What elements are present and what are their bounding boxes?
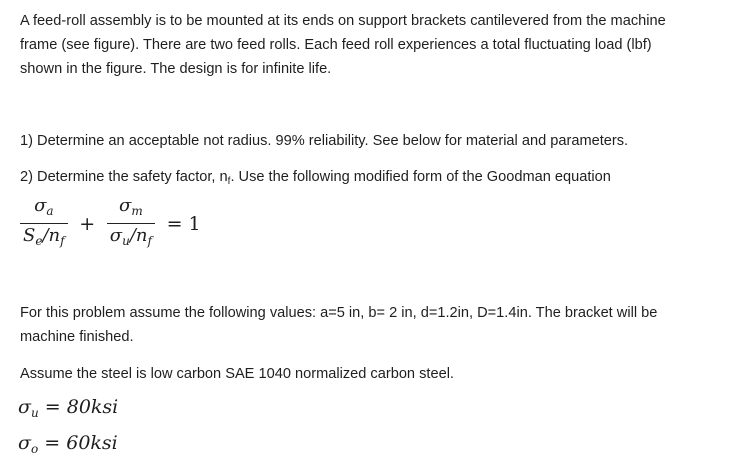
yield-strength-equation [18, 432, 118, 456]
sigma-symbol: σ [109, 225, 123, 246]
goodman-equation [20, 196, 208, 251]
sub-e: e [35, 234, 43, 248]
question-1: 1) Determine an acceptable not radius. 99% reliability. See below for material and parameters. [20, 133, 629, 149]
question-2-sub: f [227, 176, 231, 187]
problem-intro [20, 9, 740, 81]
equals-one: = 1 [166, 212, 201, 235]
sigma-symbol: σ [34, 195, 47, 216]
sub-u: u [122, 234, 130, 248]
values-line-2: machine finished. [20, 329, 134, 345]
ultimate-strength-equation [18, 396, 118, 420]
endurance-symbol: S [23, 225, 36, 246]
sub-o: o [30, 442, 39, 456]
material-statement: Assume the steel is low carbon SAE 1040 normalized carbon steel. [20, 366, 454, 382]
sigma-symbol: σ [119, 195, 132, 216]
sub-f: f [147, 234, 152, 248]
intro-line-1: A feed-roll assembly is to be mounted at its ends on support brackets cantilevered from the machine [20, 13, 666, 29]
intro-line-2: frame (see figure). There are two feed rolls. Each feed roll experiences a total fluctuating load (lbf) [20, 37, 652, 53]
nf-symbol: /n [129, 225, 148, 246]
fraction-alternating [20, 196, 68, 251]
question-2 [20, 165, 740, 194]
sub-f: f [60, 234, 65, 248]
given-values [20, 301, 740, 349]
nf-symbol: /n [42, 225, 61, 246]
question-2-post: . Use the following modified form of the Goodman equation [230, 169, 611, 185]
intro-line-3: shown in the figure. The design is for infinite life. [20, 61, 332, 77]
sigma-symbol: σ [18, 396, 31, 418]
plus-sign: + [79, 212, 96, 235]
sigma-symbol: σ [18, 432, 31, 454]
yield-strength-value: = 60ksi [44, 432, 118, 454]
sub-m: m [131, 204, 143, 218]
ultimate-strength-value: = 80ksi [44, 396, 119, 418]
fraction-mean [107, 196, 155, 251]
question-2-pre: 2) Determine the safety factor, n [20, 169, 228, 185]
sub-a: a [46, 204, 54, 218]
values-line-1: For this problem assume the following values: a=5 in, b= 2 in, d=1.2in, D=1.4in. The bracket will be [20, 305, 658, 321]
sub-u: u [30, 406, 39, 420]
